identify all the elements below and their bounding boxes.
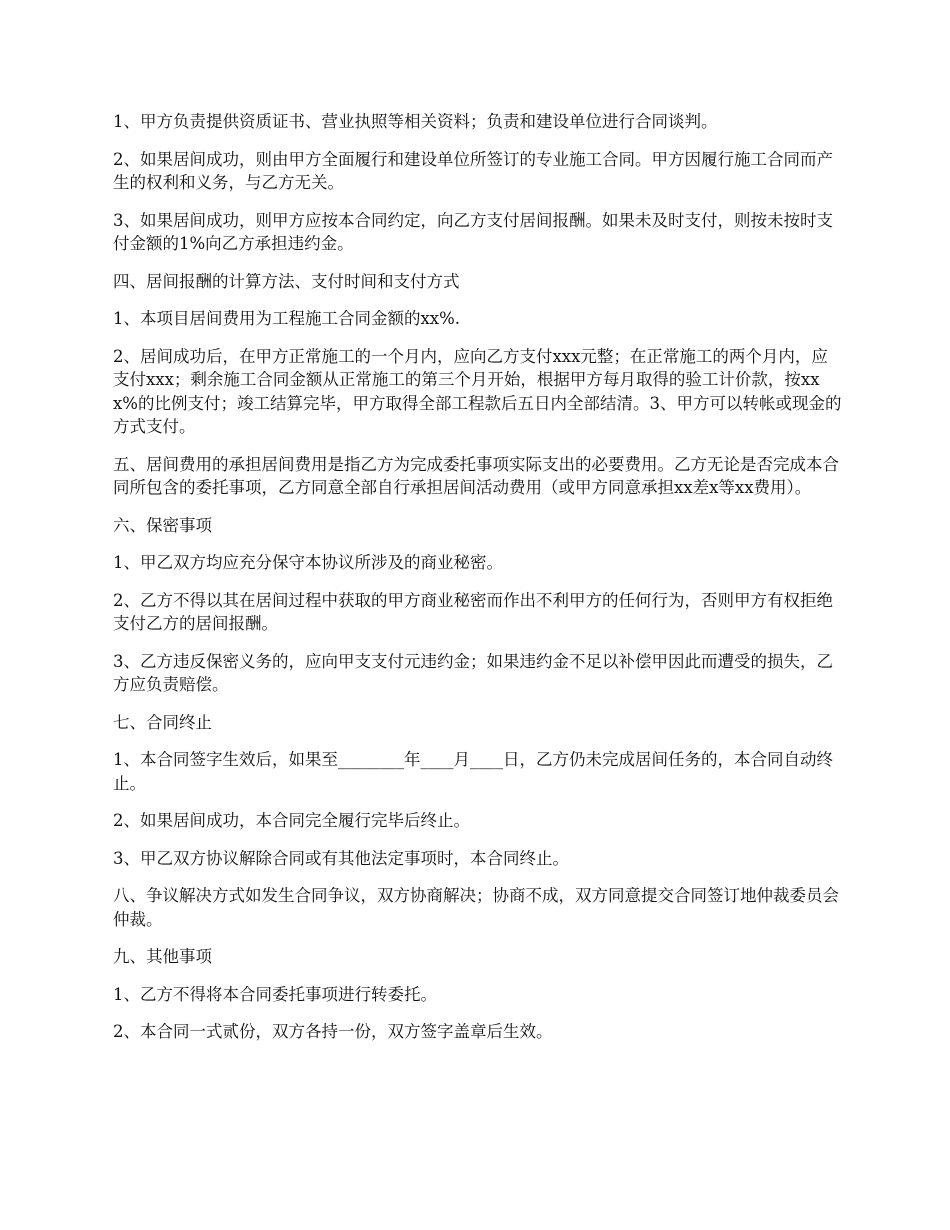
paragraph-confidentiality-2: 2、乙方不得以其在居间过程中获取的甲方商业秘密而作出不利甲方的任何行为，否则甲方有权拒绝支付乙方的居间报酬。 bbox=[113, 590, 833, 633]
section-heading-remuneration: 四、居间报酬的计算方法、支付时间和支付方式 bbox=[113, 271, 460, 291]
section-heading-termination: 七、合同终止 bbox=[113, 712, 212, 732]
paragraph-remuneration-1: 1、本项目居间费用为工程施工合同金额的xx%. bbox=[113, 309, 461, 328]
paragraph-party-a-duty-3: 3、如果居间成功，则甲方应按本合同约定，向乙方支付居间报酬。如果未及时支付，则按未按时支付金额的1%向乙方承担违约金。 bbox=[113, 210, 833, 253]
document-page bbox=[113, 110, 843, 1058]
paragraph-dispute-resolution: 八、争议解决方式如发生合同争议，双方协商解决；协商不成，双方同意提交合同签订地仲裁委员会仲裁。 bbox=[113, 886, 839, 929]
section-heading-other-matters: 九、其他事项 bbox=[113, 947, 212, 966]
paragraph-termination-3: 3、甲乙双方协议解除合同或有其他法定事项时，本合同终止。 bbox=[113, 848, 569, 868]
paragraph-termination-1: 1、本合同签字生效后，如果至________年____月____日，乙方仍未完成居间任务的，本合同自动终止。 bbox=[113, 750, 833, 793]
section-heading-confidentiality: 六、保密事项 bbox=[113, 515, 212, 535]
paragraph-expenses: 五、居间费用的承担居间费用是指乙方为完成委托事项实际支出的必要费用。乙方无论是否完成本合同所包含的委托事项，乙方同意全部自行承担居间活动费用（或甲方同意承担xx差x等xx费用）。 bbox=[113, 454, 839, 497]
paragraph-party-a-duty-1: 1、甲方负责提供资质证书、营业执照等相关资料；负责和建设单位进行合同谈判。 bbox=[113, 112, 718, 131]
paragraph-party-a-duty-2: 2、如果居间成功，则由甲方全面履行和建设单位所签订的专业施工合同。甲方因履行施工合同而产生的权利和义务，与乙方无关。 bbox=[113, 149, 833, 192]
paragraph-confidentiality-1: 1、甲乙双方均应充分保守本协议所涉及的商业秘密。 bbox=[113, 553, 503, 572]
paragraph-confidentiality-3: 3、乙方违反保密义务的，应向甲支支付元违约金；如果违约金不足以补偿甲因此而遭受的损失，乙方应负责赔偿。 bbox=[113, 651, 833, 694]
paragraph-termination-2: 2、如果居间成功，本合同完全履行完毕后终止。 bbox=[113, 811, 470, 830]
paragraph-other-2: 2、本合同一式贰份，双方各持一份，双方签字盖章后生效。 bbox=[113, 1022, 553, 1041]
paragraph-remuneration-2: 2、居间成功后，在甲方正常施工的一个月内，应向乙方支付xxx元整；在正常施工的两个月内，应支付xxx；剩余施工合同金额从正常施工的第三个月开始，根据甲方每月取得的验工计价款，按xxx%的比例支付；竣工结算完毕，甲方取得全部工程款后五日内全部结清。3、甲方可以转帐或现金的方式支付。 bbox=[113, 346, 842, 436]
paragraph-other-1: 1、乙方不得将本合同委托事项进行转委托。 bbox=[113, 984, 437, 1004]
